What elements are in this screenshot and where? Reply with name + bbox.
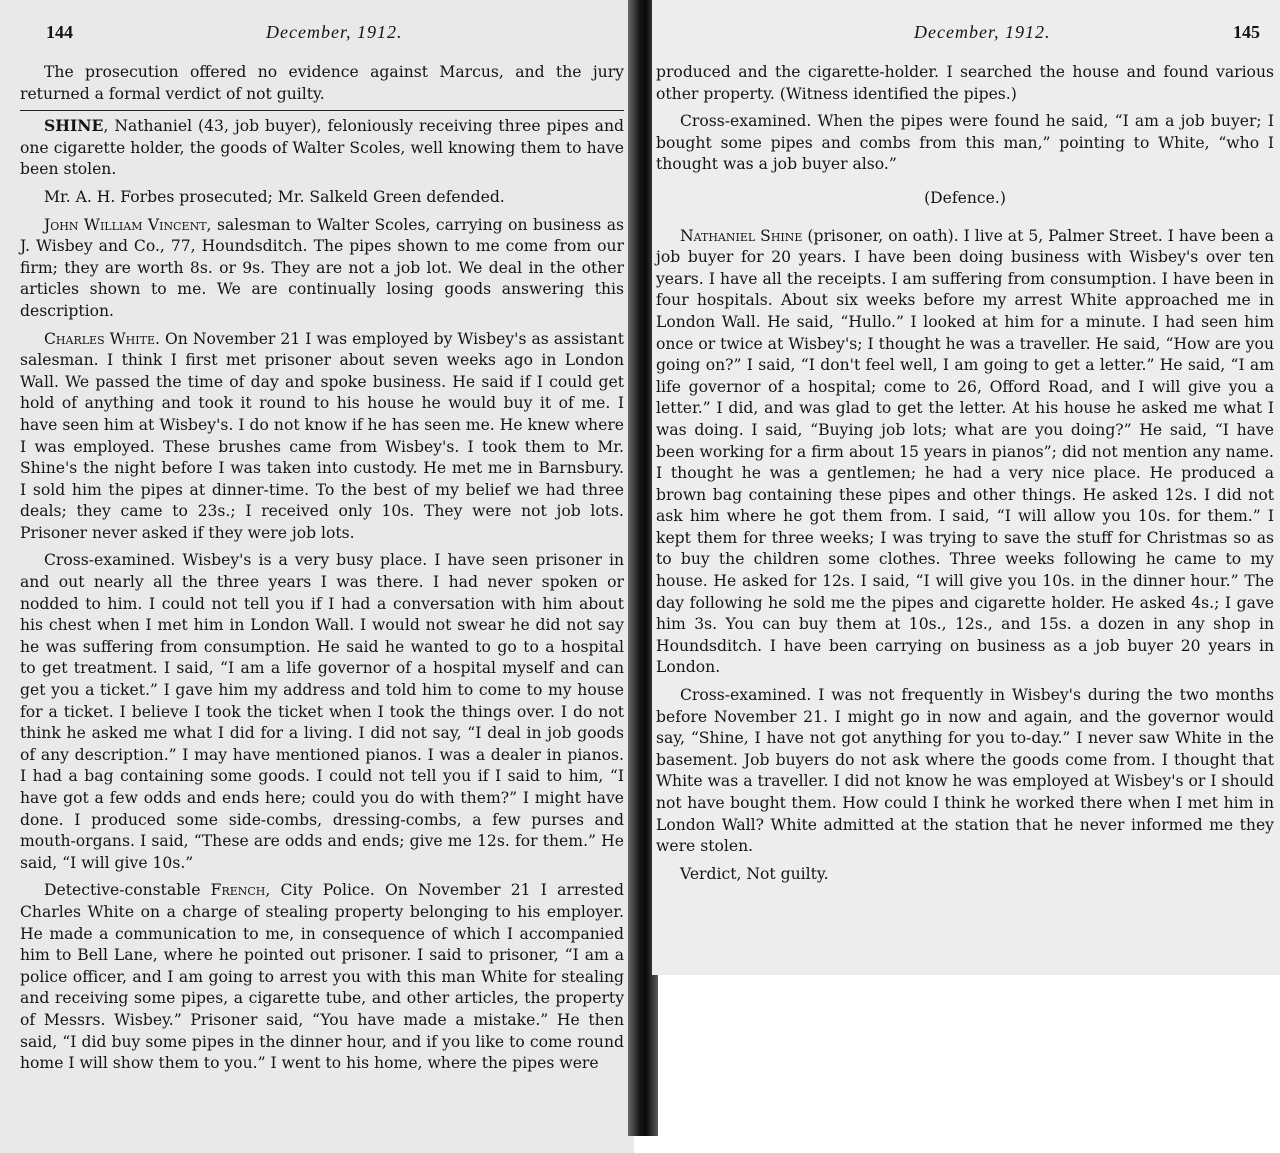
paragraph-counsel: Mr. A. H. Forbes prosecuted; Mr. Salkeld Green defended.	[44, 187, 505, 206]
witness-name: French	[210, 881, 266, 900]
paragraph-french-testimony	[20, 880, 624, 1074]
page-number-left: 144	[46, 22, 73, 42]
witness-name: Charles White	[44, 329, 155, 348]
paragraph-shine-testimony	[656, 226, 1274, 679]
page-number-right: 145	[1233, 22, 1260, 42]
paragraph-french-continued: produced and the cigarette-holder. I searched the house and found various other property. (Witness identified the pipes.)	[656, 63, 1274, 103]
section-divider	[20, 110, 624, 111]
paragraph-marcus-verdict: The prosecution offered no evidence against Marcus, and the jury returned a formal verdict of not guilty.	[20, 63, 624, 103]
paragraph-shine-charge	[20, 115, 624, 181]
right-page	[652, 0, 1280, 975]
testimony-text: . On November 21 I was employed by Wisbey's as assistant salesman. I think I first met prisoner about seven weeks ago in London Wall. We passed the time of day and spoke business. He said if I could get hold of anything and took it round to his house he would buy it of me. I have seen him at Wisbey's. I do not know if he has seen me. He knew where I was employed. These brushes came from Wisbey's. I took them to Mr. Shine's the night before I was taken into custody. He met me in Barnsbury. I sold him the pipes at dinner-time. To the best of my belief we had three deals; they came to 23s.; I received only 10s. They were not job lots. Prisoner never asked if they were job lots.	[20, 329, 624, 542]
paragraph-vincent-testimony	[20, 215, 624, 323]
date-header-left: December, 1912.	[266, 22, 403, 42]
defence-heading: (Defence.)	[924, 188, 1006, 207]
testimony-prefix: Detective-constable	[44, 881, 211, 900]
witness-name: John William Vincent	[44, 215, 207, 234]
paragraph-french-cross-examination: Cross-examined. When the pipes were found he said, “I am a job buyer; I bought some pipes and combs from this man,” pointing to White, “who I thought was a job buyer also.”	[656, 112, 1274, 174]
testimony-text: , salesman to Walter Scoles, carrying on business as J. Wisbey and Co., 77, Houndsditch. The pipes shown to me come from our firm; they are worth 8s. or 9s. They are not a job lot. We deal in the other articles shown to me. We are continually losing goods answering this description.	[20, 215, 624, 320]
witness-name: Nathaniel Shine	[680, 226, 803, 245]
charge-text: , Nathaniel (43, job buyer), feloniously receiving three pipes and one cigarette holder, the goods of Walter Scoles, well knowing them to have been stolen.	[20, 117, 624, 179]
defendant-name: SHINE	[44, 116, 104, 136]
testimony-text: (prisoner, on oath). I live at 5, Palmer Street. I have been a job buyer for 20 years. I have been doing business with Wisbey's over ten years. I have all the receipts. I am suffering from consumption. I have been in four hospitals. About six weeks before my arrest White approached me in London Wall. He said, “Hullo.” I looked at him for a minute. I had seen him once or twice at Wisbey's; I thought he was a traveller. He said, “How are you going on?” I said, “I don't feel well, I am going to get a letter.” He said, “I am life governor of a hospital; come to 26, Offord Road, and I will give you a letter.” I did, and was glad to get the letter. At his house he asked me what I was doing. I said, “Buying job lots; what are you doing?” He said, “I have been working for a firm about 15 years in pianos”; did not mention any name. I thought he was a gentlemen; he had a very nice place. He produced a brown bag containing these pipes and other things. He asked 12s. I did not ask him where he got them from. I said, “I will allow you 10s. for them.” I kept them for three weeks; I was trying to save the stuff for Christmas so as to buy the children some clothes. Three weeks following he came to my house. He asked for 12s. I said, “I will give you 10s. in the dinner hour.” The day following he sold me the pipes and cigarette holder. He asked 4s.; I gave him 3s. You can buy them at 10s., 12s., and 15s. a dozen in any shop in Houndsditch. I have been carrying on business as a job buyer 20 years in London.	[656, 226, 1274, 677]
paragraph-white-cross-examination: Cross-examined. Wisbey's is a very busy place. I have seen prisoner in and out nearly all the three years I was there. I had never spoken or nodded to him. I could not tell you if I had a conversation with him about his chest when I met him in London Wall. I would not swear he did not say he was suffering from consumption. He said he wanted to go to a hospital to get treatment. I said, “I am a life governor of a hospital myself and can get you a ticket.” I gave him my address and told him to come to my house for a ticket. I believe I took the ticket when I took the things over. I do not think he asked me what I did for a living. I did not say, “I deal in job goods of any description.” I may have mentioned pianos. I was a dealer in pianos. I had a bag containing some goods. I could not tell you if I said to him, “I have got a few odds and ends here; could you do with them?” I might have done. I produced some side-combs, dressing-combs, a few purses and mouth-organs. I said, “These are odds and ends; give me 12s. for them.” He said, “I will give 10s.”	[20, 551, 624, 872]
paragraph-verdict: Verdict, Not guilty.	[680, 864, 829, 883]
testimony-text: , City Police. On November 21 I arrested Charles White on a charge of stealing property belonging to his employer. He made a communication to me, in consequence of which I accompanied him to Bell Lane, where he pointed out prisoner. I said to prisoner, “I am a police officer, and I am going to arrest you with this man White for stealing and receiving some pipes, a cigarette tube, and other articles, the property of Messrs. Wisbey.” Prisoner said, “You have made a mistake.” He then said, “I did buy some pipes in the dinner hour, and if you like to come round home I will show them to you.” I went to his home, where the pipes were	[20, 881, 624, 1073]
page-header-right	[656, 22, 1274, 62]
page-header-left	[20, 22, 624, 62]
paragraph-white-testimony	[20, 329, 624, 545]
paragraph-shine-cross-examination: Cross-examined. I was not frequently in Wisbey's during the two months before November 21. I might go in now and again, and the governor would say, “Shine, I have not got anything for you to-day.” I never saw White in the basement. Job buyers do not ask where the goods come from. I thought that White was a traveller. I did not know he was employed at Wisbey's or I should not have bought them. How could I think he worked there when I met him in London Wall? White admitted at the station that he never informed me they were stolen.	[656, 686, 1274, 856]
left-page	[0, 0, 634, 1153]
date-header-right: December, 1912.	[914, 22, 1051, 42]
